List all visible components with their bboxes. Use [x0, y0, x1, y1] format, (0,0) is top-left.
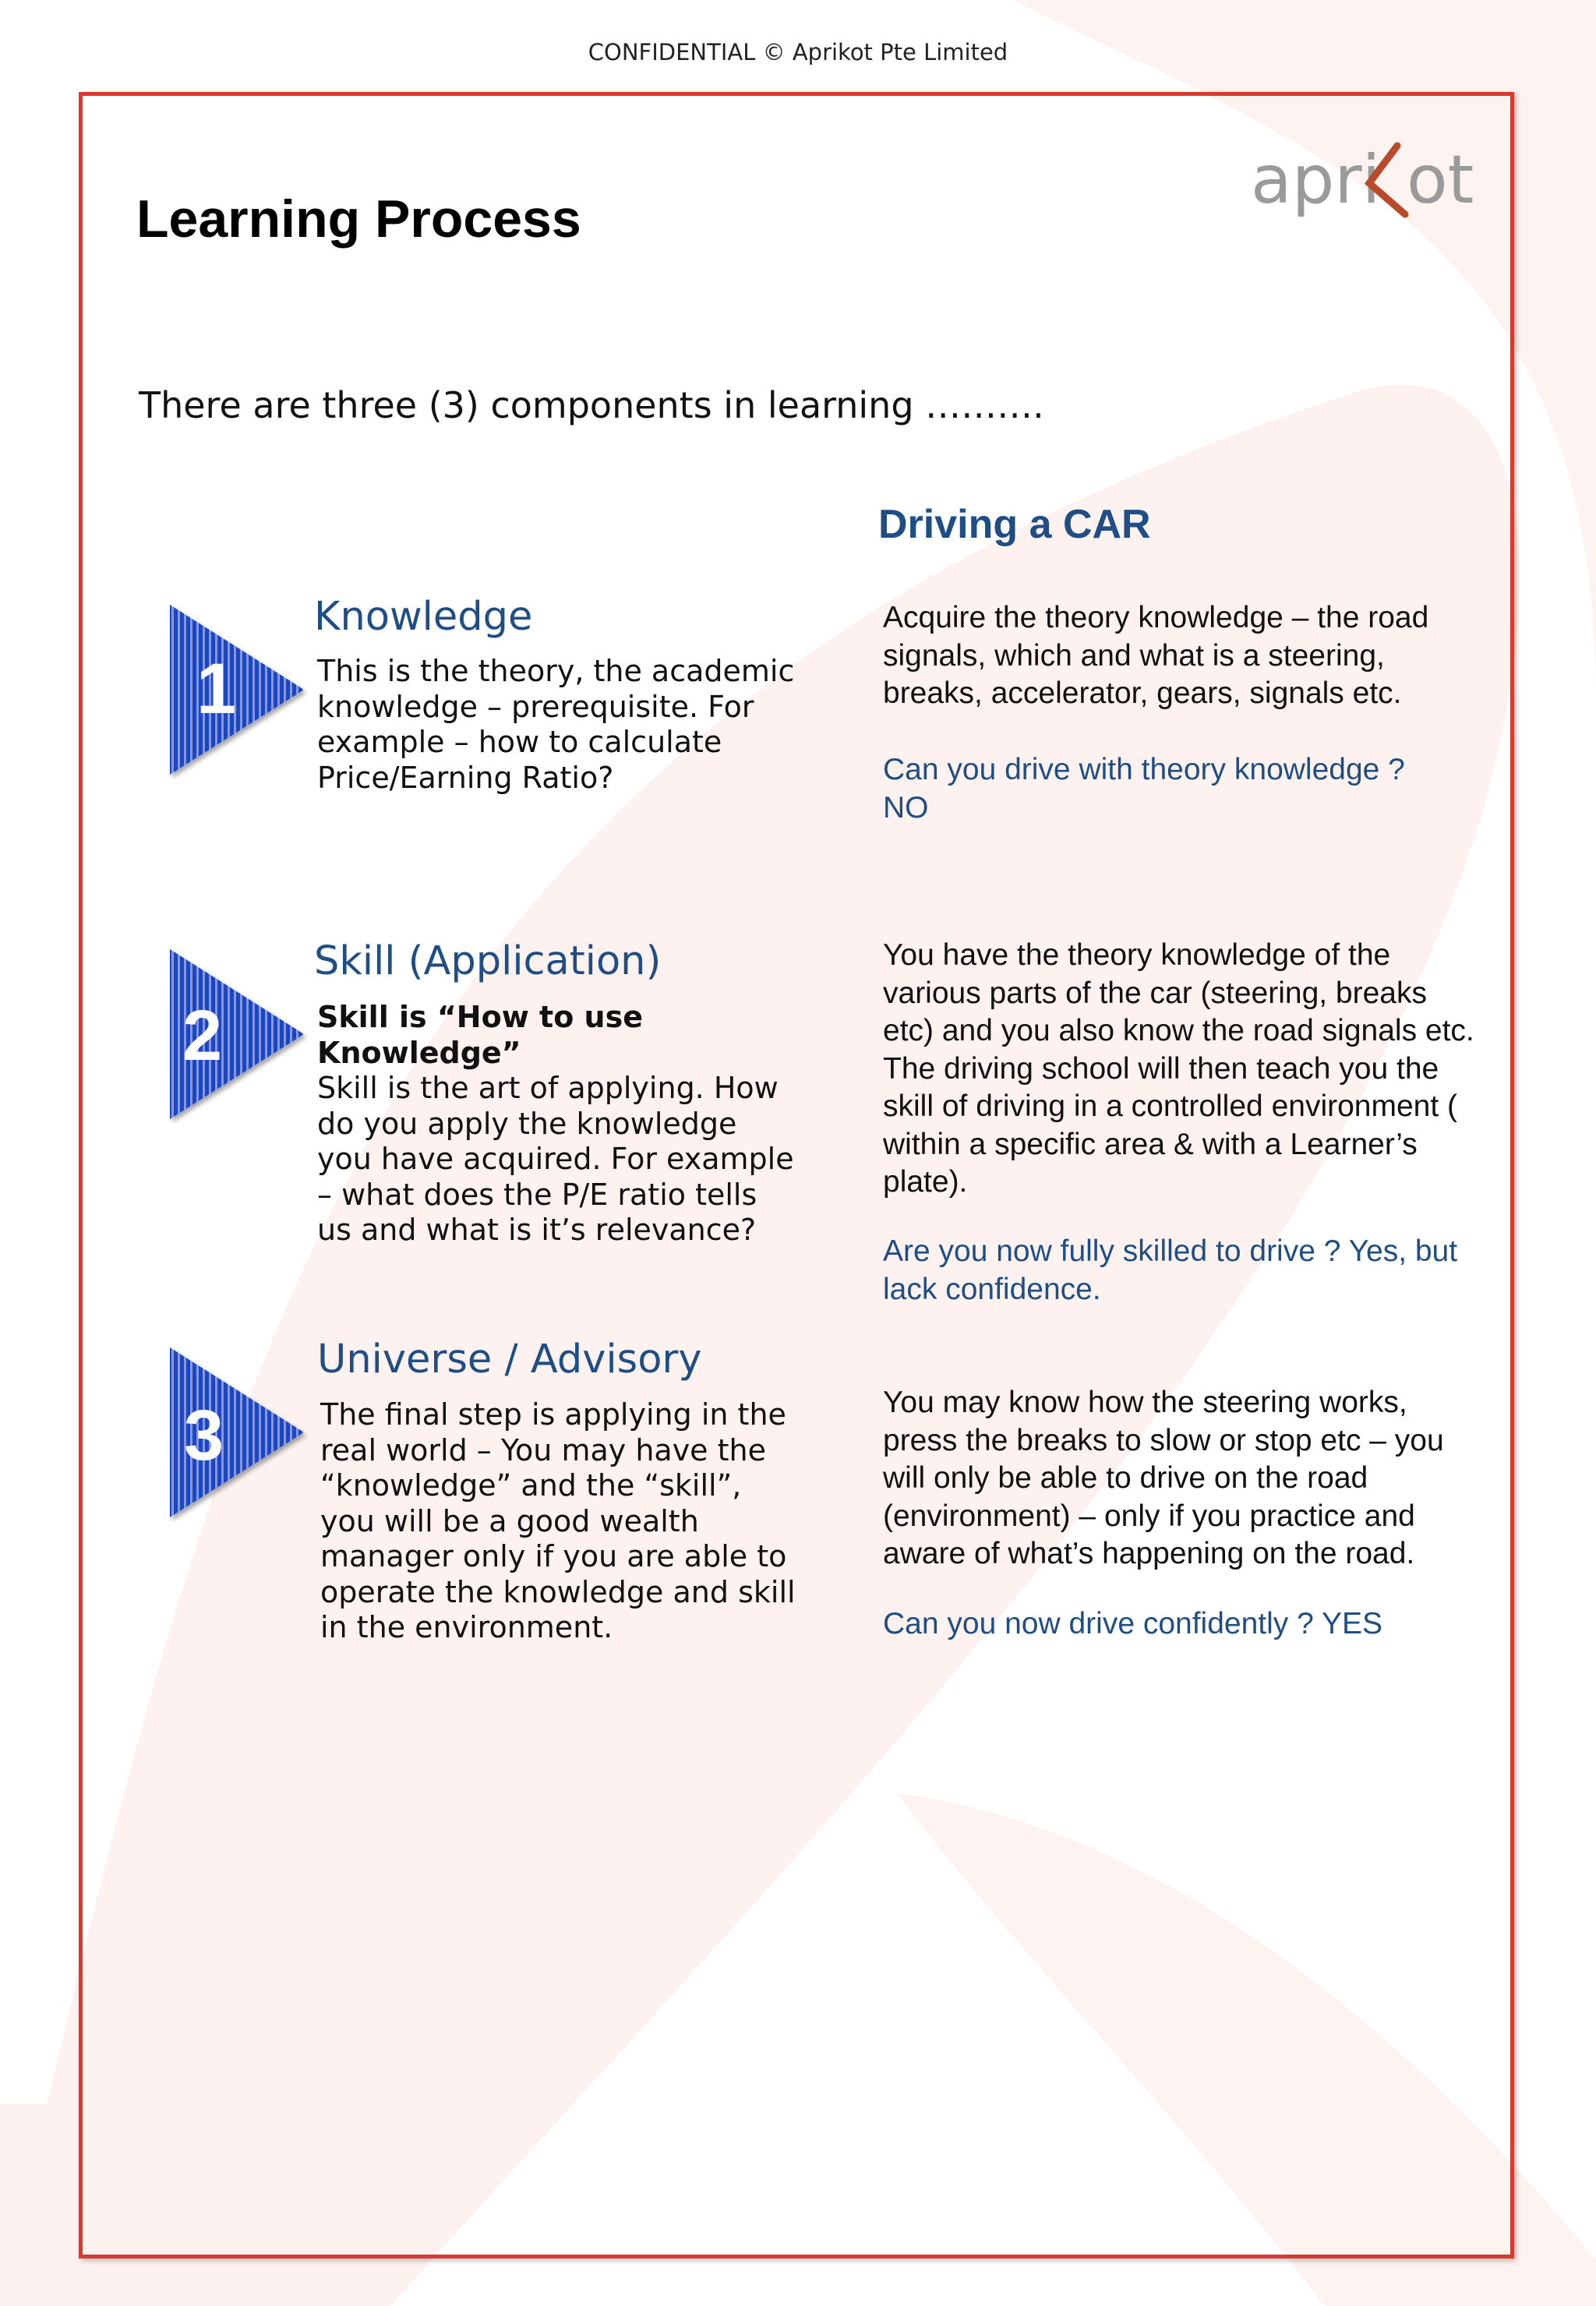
step-3-triangle-icon	[165, 1343, 309, 1522]
car-3-question: Can you now drive confidently ? YES	[883, 1607, 1382, 1640]
step-2-body: Skill is the art of applying. How do you apply the knowledge you have acquired. For example – what does the P/E ratio tells us and what is it’s relevance?	[317, 1071, 794, 1247]
car-1-question: Can you drive with theory knowledge ? NO	[883, 753, 1405, 825]
step-1-title: Knowledge	[314, 594, 533, 640]
step-2-body-block	[317, 1000, 800, 1248]
step-3-number: 3	[184, 1396, 224, 1475]
svg-text:ot: ot	[1407, 141, 1474, 219]
car-3-text: You may know how the steering works, press the breaks to slow or stop etc – you will only be able to drive on the road (environment) – only if you practice and aware of what’s happening on the road.	[883, 1386, 1444, 1570]
confidential-notice: CONFIDENTIAL © Aprikot Pte Limited	[588, 39, 1008, 65]
step-2-body-strong: Skill is “How to use Knowledge”	[317, 1000, 643, 1070]
car-2-text: You have the theory knowledge of the various parts of the car (steering, breaks etc) and you also know the road signals etc. The driving school will then teach you the skill of driving in a controlled environment ( within a specific area & with a Learner’s plate).	[883, 938, 1474, 1199]
step-2-number: 2	[182, 996, 223, 1075]
step-1-triangle-icon	[165, 600, 309, 779]
step-2-title: Skill (Application)	[314, 938, 662, 984]
car-2-question: Are you now fully skilled to drive ? Yes, but lack confidence.	[883, 1234, 1458, 1306]
aprikot-logo	[1251, 136, 1477, 230]
step-2-triangle-icon	[165, 945, 309, 1124]
car-1-text: Acquire the theory knowledge – the road signals, which and what is a steering, breaks, accelerator, gears, signals etc.	[883, 601, 1429, 710]
page-title: Learning Process	[136, 189, 581, 249]
driving-car-heading: Driving a CAR	[878, 502, 1151, 547]
step-1-number: 1	[196, 649, 237, 729]
step-3-body: The final step is applying in the real world – You may have the “knowledge” and the “skill”, you will be a good wealth manager only if you are able to operate the knowledge and skill in the environment.	[320, 1397, 796, 1644]
svg-text:apri: apri	[1251, 141, 1381, 219]
intro-text: There are three (3) components in learning ……….	[139, 384, 1044, 426]
step-3-title: Universe / Advisory	[317, 1337, 702, 1383]
step-1-body: This is the theory, the academic knowledge – prerequisite. For example – how to calculate Price/Earning Ratio?	[317, 654, 795, 795]
